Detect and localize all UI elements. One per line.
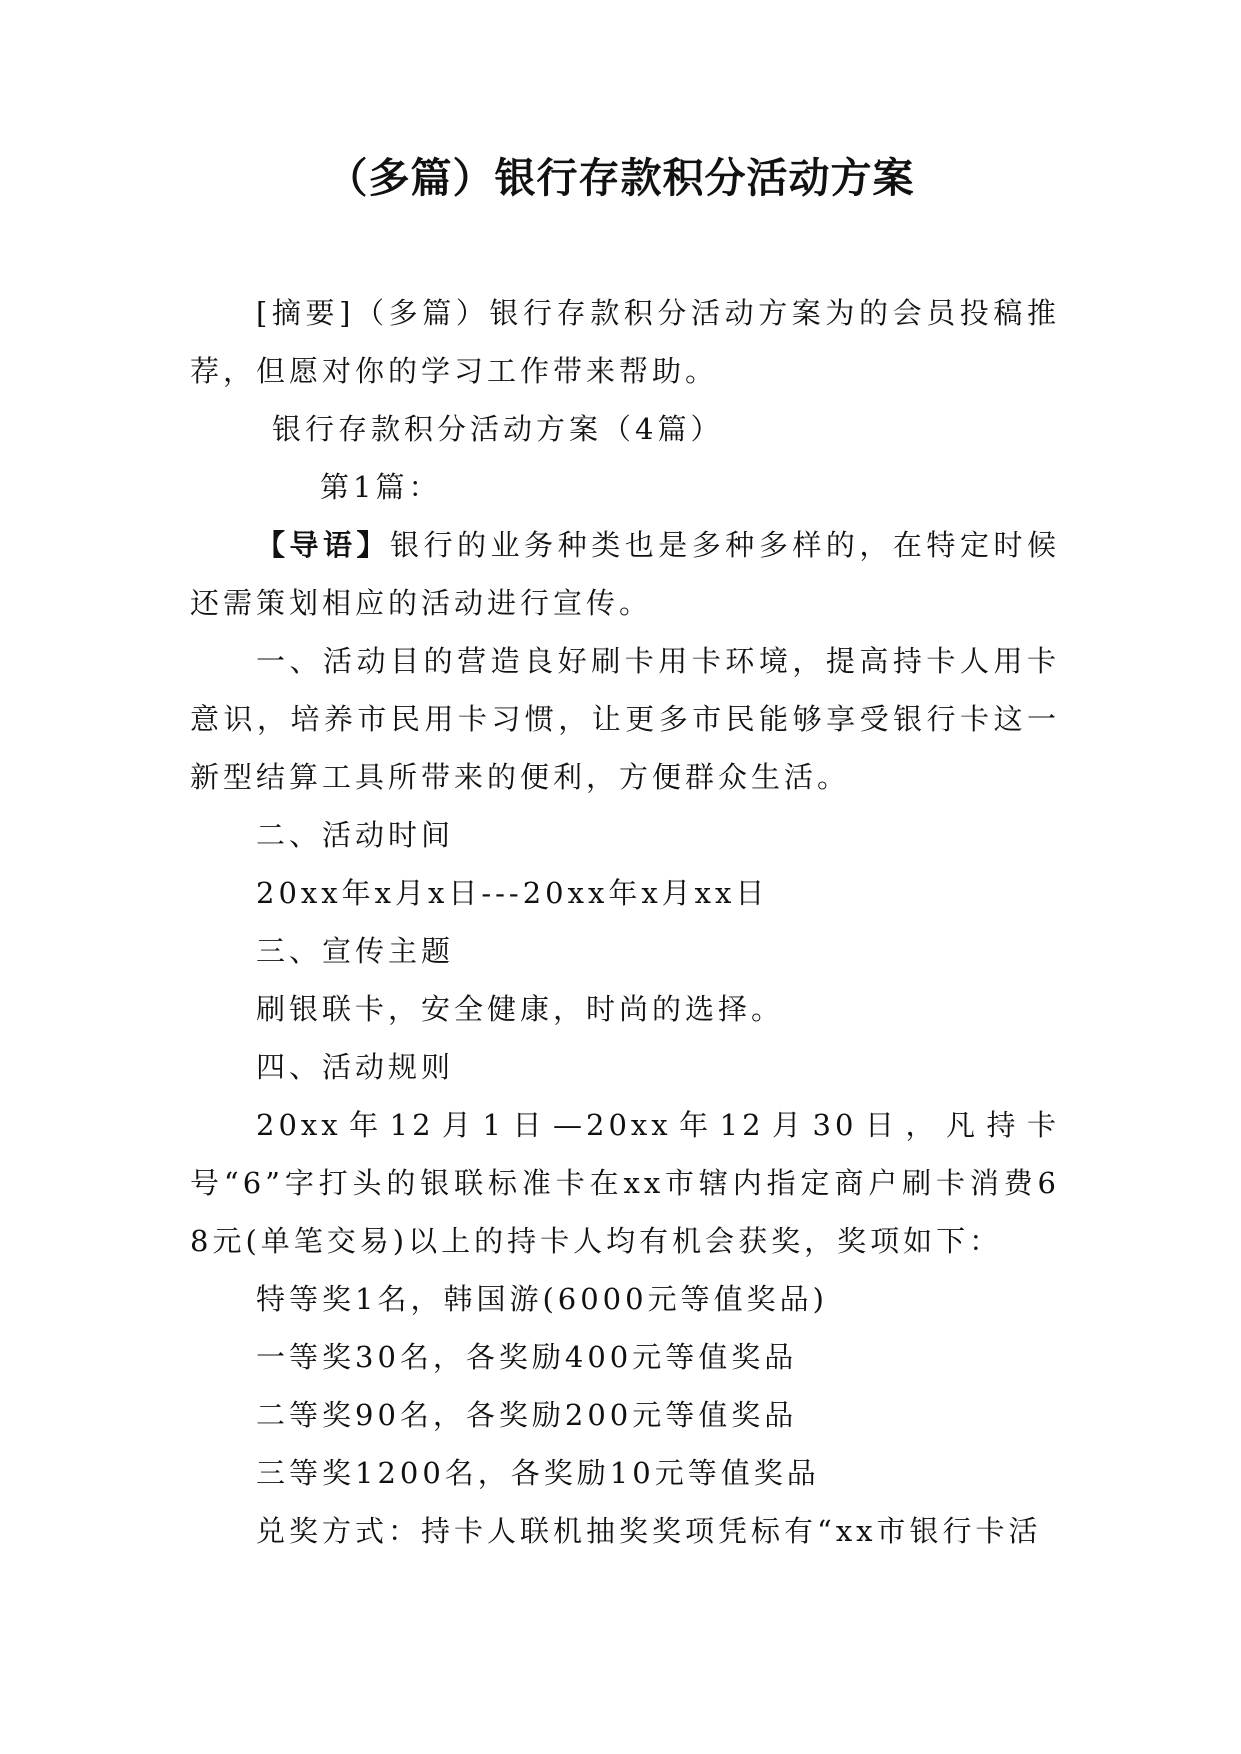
section3-heading: 三、宣传主题 [256, 934, 455, 968]
intro-text: 银行的业务种类也是多种多样的，在特定时候还需策划相应的活动进行宣传。 [190, 528, 1060, 620]
section4-heading: 四、活动规则 [256, 1050, 455, 1084]
intro-mark: 【导语】 [256, 528, 391, 562]
chapter-heading: 第1篇： [320, 470, 442, 504]
subtitle-paragraph: 银行存款积分活动方案（4篇） [272, 412, 724, 446]
prize-special: 特等奖1名，韩国游(6000元等值奖品) [256, 1282, 828, 1316]
prize-second: 二等奖90名，各奖励200元等值奖品 [256, 1398, 798, 1432]
intro-paragraph [190, 516, 1060, 632]
redeem-paragraph: 兑奖方式：持卡人联机抽奖奖项凭标有“xx市银行卡活 [256, 1514, 1042, 1548]
section3-text: 刷银联卡，安全健康，时尚的选择。 [256, 992, 785, 1026]
section1-paragraph: 一、活动目的营造良好刷卡用卡环境，提高持卡人用卡意识，培养市民用卡习惯，让更多市民能够享受银行卡这一新型结算工具所带来的便利，方便群众生活。 [190, 644, 1060, 794]
prize-third: 三等奖1200名，各奖励10元等值奖品 [256, 1456, 820, 1490]
prize-first: 一等奖30名，各奖励400元等值奖品 [256, 1340, 798, 1374]
section4-text: 20xx年12月1日—20xx年12月30日，凡持卡号“6”字打头的银联标准卡在xx市辖内指定商户刷卡消费68元(单笔交易)以上的持卡人均有机会获奖，奖项如下： [190, 1108, 1060, 1258]
abstract-paragraph: [摘要]（多篇）银行存款积分活动方案为的会员投稿推荐，但愿对你的学习工作带来帮助。 [190, 296, 1060, 388]
section2-heading: 二、活动时间 [256, 818, 455, 852]
document-title: （多篇）银行存款积分活动方案 [326, 154, 915, 202]
document-body [190, 284, 1060, 1560]
section2-text: 20xx年x月x日---20xx年x月xx日 [256, 876, 769, 910]
